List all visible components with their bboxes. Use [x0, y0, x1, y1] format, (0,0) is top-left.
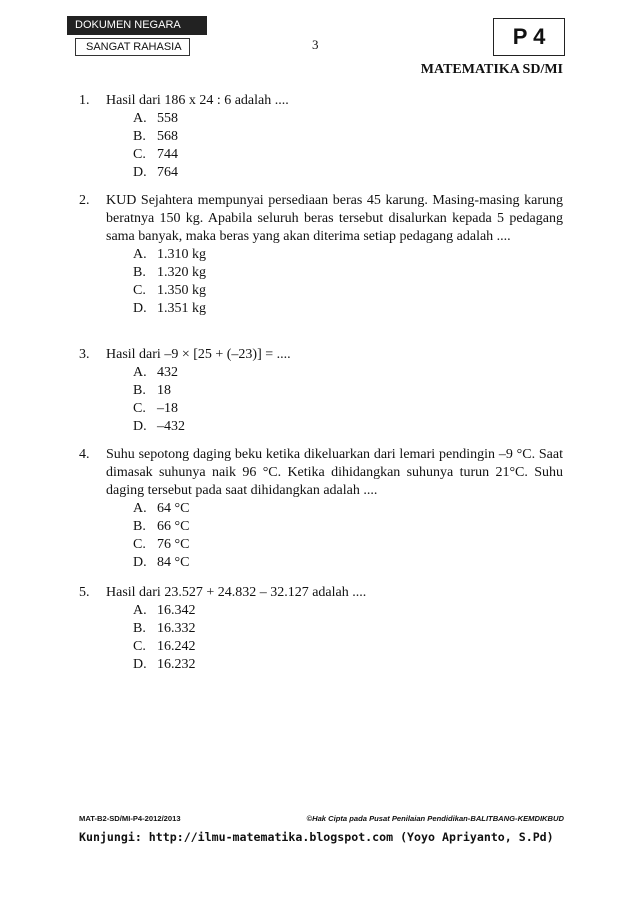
- option-text: 16.232: [157, 657, 196, 672]
- option-letter: A.: [133, 603, 147, 618]
- option-text: –18: [157, 401, 178, 416]
- option-b: [133, 382, 563, 400]
- option-text: 16.342: [157, 603, 196, 618]
- option-letter: D.: [133, 165, 147, 180]
- question-text: Hasil dari 186 x 24 : 6 adalah ....: [106, 93, 289, 108]
- option-text: 64 °C: [157, 501, 190, 516]
- option-a: [133, 110, 563, 128]
- option-list: [133, 500, 563, 572]
- option-d: [133, 656, 563, 674]
- option-text: 1.320 kg: [157, 265, 206, 280]
- question-3: [79, 346, 563, 436]
- option-a: [133, 602, 563, 620]
- question-number: 1.: [79, 93, 90, 108]
- option-text: 744: [157, 147, 178, 162]
- subject-title: MATEMATIKA SD/MI: [420, 62, 563, 77]
- page-number: 3: [312, 37, 319, 52]
- option-d: [133, 164, 563, 182]
- option-text: 1.351 kg: [157, 301, 206, 316]
- option-text: 1.310 kg: [157, 247, 206, 262]
- question-5: [79, 584, 563, 674]
- option-d: [133, 418, 563, 436]
- option-list: [133, 110, 563, 182]
- option-letter: D.: [133, 301, 147, 316]
- option-text: 76 °C: [157, 537, 190, 552]
- option-text: 764: [157, 165, 178, 180]
- option-d: [133, 300, 563, 318]
- option-text: 16.242: [157, 639, 196, 654]
- option-c: [133, 400, 563, 418]
- footer-document-code: MAT-B2-SD/MI-P4-2012/2013: [79, 814, 181, 823]
- footer-line: [79, 814, 564, 823]
- question-4: [79, 446, 563, 572]
- option-a: [133, 500, 563, 518]
- question-text: Hasil dari 23.527 + 24.832 – 32.127 adalah ....: [106, 585, 367, 600]
- document-classification-label: DOKUMEN NEGARA: [67, 16, 207, 35]
- option-letter: C.: [133, 639, 146, 654]
- option-letter: C.: [133, 401, 146, 416]
- question-number: 5.: [79, 585, 90, 600]
- option-letter: C.: [133, 283, 146, 298]
- packet-code-box: P 4: [493, 18, 565, 56]
- option-letter: B.: [133, 621, 146, 636]
- question-text: KUD Sejahtera mempunyai persediaan beras 45 karung. Masing-masing karung beratnya 150 kg. Apabila seluruh beras tersebut disalurkan kepada 5 pedagang sama banyak, maka beras yang akan diterima setiap pedagang adalah ....: [106, 193, 563, 244]
- option-letter: B.: [133, 519, 146, 534]
- option-letter: A.: [133, 365, 147, 380]
- option-letter: D.: [133, 419, 147, 434]
- option-letter: C.: [133, 537, 146, 552]
- option-c: [133, 536, 563, 554]
- option-letter: C.: [133, 147, 146, 162]
- option-b: [133, 264, 563, 282]
- option-list: [133, 246, 563, 318]
- option-c: [133, 638, 563, 656]
- option-text: 16.332: [157, 621, 196, 636]
- question-text: Suhu sepotong daging beku ketika dikeluarkan dari lemari pendingin –9 °C. Saat dimasak suhunya naik 96 °C. Ketika dihidangkan suhunya turun 21°C. Suhu daging tersebut pada saat dihidangkan adalah ....: [106, 447, 563, 498]
- question-number: 4.: [79, 447, 90, 462]
- option-d: [133, 554, 563, 572]
- option-text: –432: [157, 419, 185, 434]
- option-letter: D.: [133, 555, 147, 570]
- question-number: 3.: [79, 347, 90, 362]
- option-list: [133, 364, 563, 436]
- option-a: [133, 364, 563, 382]
- option-letter: B.: [133, 383, 146, 398]
- option-b: [133, 128, 563, 146]
- footer-visit-link: Kunjungi: http://ilmu-matematika.blogspot.com (Yoyo Apriyanto, S.Pd): [79, 830, 554, 844]
- option-text: 18: [157, 383, 171, 398]
- option-letter: B.: [133, 265, 146, 280]
- option-text: 432: [157, 365, 178, 380]
- option-a: [133, 246, 563, 264]
- question-number: 2.: [79, 193, 90, 208]
- option-text: 66 °C: [157, 519, 190, 534]
- option-c: [133, 146, 563, 164]
- option-c: [133, 282, 563, 300]
- question-2: [79, 192, 563, 318]
- secrecy-label: SANGAT RAHASIA: [75, 38, 190, 56]
- footer-copyright: ©Hak Cipta pada Pusat Penilaian Pendidikan-BALITBANG-KEMDIKBUD: [306, 814, 564, 823]
- option-letter: D.: [133, 657, 147, 672]
- option-text: 84 °C: [157, 555, 190, 570]
- option-letter: B.: [133, 129, 146, 144]
- option-letter: A.: [133, 501, 147, 516]
- option-b: [133, 518, 563, 536]
- option-letter: A.: [133, 247, 147, 262]
- question-1: [79, 92, 563, 182]
- option-text: 568: [157, 129, 178, 144]
- question-text: Hasil dari –9 × [25 + (–23)] = ....: [106, 347, 291, 362]
- option-list: [133, 602, 563, 674]
- option-text: 1.350 kg: [157, 283, 206, 298]
- option-text: 558: [157, 111, 178, 126]
- option-letter: A.: [133, 111, 147, 126]
- option-b: [133, 620, 563, 638]
